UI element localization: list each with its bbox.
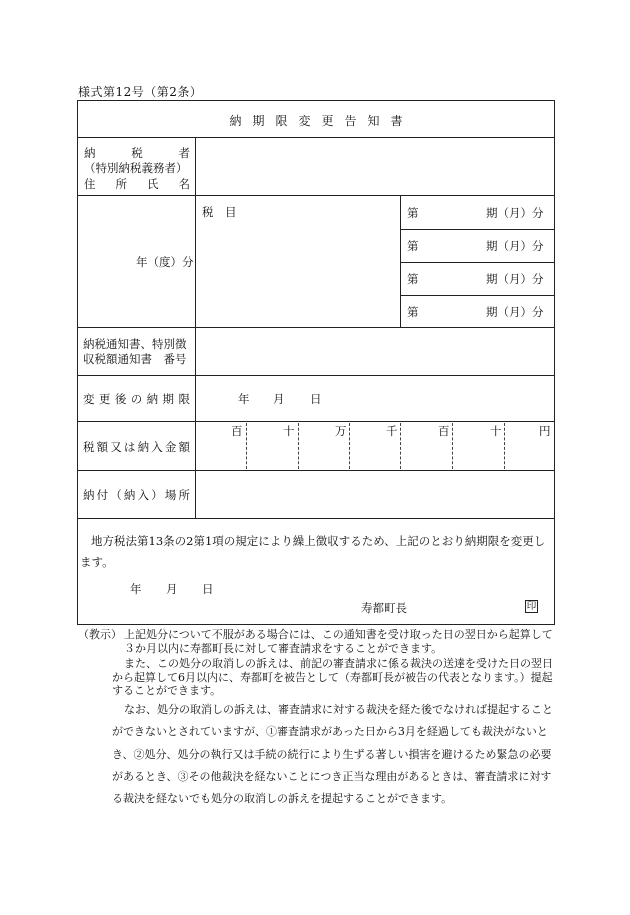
- installment-prefix: 第: [407, 272, 419, 286]
- notice-text: 地方税法第13条の2第1項の規定により繰上徴収するため、上記のとおり納期限を変更します。: [80, 534, 546, 569]
- taxpayer-label-line3: [84, 177, 190, 191]
- issue-year-label: 年: [130, 582, 142, 596]
- year-period-label: 年（度）分: [136, 255, 194, 269]
- amount-unit-thousand: 千: [386, 424, 398, 438]
- label-char: 付: [96, 488, 109, 502]
- label-char: 額: [178, 440, 190, 454]
- label-char: 納: [123, 488, 136, 502]
- amount-unit-ten: 十: [490, 424, 502, 438]
- installment-suffix: 期（月）分: [486, 206, 544, 220]
- deadline-month-label: 月: [273, 392, 285, 406]
- amount-label: [83, 440, 190, 454]
- tax-item-label: 税 目: [202, 205, 237, 219]
- label-char: 更: [98, 392, 111, 406]
- installment-suffix: 期（月）分: [486, 305, 544, 319]
- taxpayer-label-line1: [84, 146, 190, 160]
- label-char: 後: [114, 392, 127, 406]
- taxpayer-label-char: 氏: [147, 177, 159, 191]
- deadline-day-label: 日: [310, 392, 322, 406]
- instruction-label: （教示）: [78, 628, 122, 641]
- installment-prefix: 第: [407, 305, 419, 319]
- amount-digit-divider: [400, 423, 401, 469]
- notice-number-label-line2: 収税額通知書 番号: [83, 352, 187, 366]
- taxpayer-label-char: 住: [84, 177, 96, 191]
- amount-unit-yen: 円: [539, 424, 551, 438]
- form-number: 様式第12号（第2条）: [78, 85, 203, 99]
- notice-number-label-line1: 納税通知書、特別徴: [83, 337, 187, 351]
- installment-suffix: 期（月）分: [486, 239, 544, 253]
- row-divider: [77, 195, 555, 196]
- new-deadline-label: [83, 392, 190, 406]
- form-title: 納期限変更告知書: [229, 114, 414, 128]
- label-char: 又: [110, 440, 122, 454]
- label-char: 場: [164, 488, 177, 502]
- instruction-paragraph-3: なお、処分の取消しの訴えは、審査請求に対する裁決を経た後でなければ提起することができないとされていますが、①審査請求があった日から3月を経過しても裁決がないとき、②処分、処分の執行又は手続の続行により生ずる著しい損害を避けるため緊急の必要があるとき、③その他裁決を経ないことにつき正当な理由があるときは、審査請求に対する裁決を経ないでも処分の取消しの訴えを提起することができます。: [112, 703, 553, 806]
- deadline-year-label: 年: [238, 392, 250, 406]
- installment-suffix: 期（月）分: [486, 272, 544, 286]
- taxpayer-label-char: 者: [178, 146, 190, 160]
- amount-unit-hundred-million: 百: [231, 424, 243, 438]
- row-divider: [77, 375, 555, 376]
- issue-day-label: 日: [202, 582, 214, 596]
- label-char: 入: [151, 440, 163, 454]
- label-char: 額: [96, 440, 109, 454]
- label-char: ）: [151, 488, 163, 502]
- row-divider: [77, 137, 555, 138]
- installment-prefix: 第: [407, 239, 419, 253]
- taxpayer-label-char: 納: [84, 146, 96, 160]
- label-char: 納: [146, 392, 159, 406]
- label-char: （: [110, 488, 122, 502]
- amount-digit-divider: [504, 423, 505, 469]
- row-divider: [400, 295, 555, 296]
- row-divider: [77, 518, 555, 519]
- amount-unit-ten-million: 十: [283, 424, 295, 438]
- label-char: 所: [178, 488, 190, 502]
- instruction-paragraph-2: また、この処分の取消しの訴えは、前記の審査請求に係る裁決の送達を受けた日の翌日から起算して6月以内に、寿都町を被告として（寿都町長が被告の代表となります。）提起することができます。: [112, 657, 553, 697]
- label-char: 金: [164, 440, 177, 454]
- amount-digit-divider: [349, 423, 350, 469]
- taxpayer-label-line2: （特別納税義務者）: [84, 161, 188, 175]
- amount-unit-hundred: 百: [438, 424, 450, 438]
- row-divider: [77, 470, 555, 471]
- column-divider: [400, 195, 401, 327]
- label-char: 限: [178, 392, 190, 406]
- row-divider: [77, 421, 555, 422]
- amount-unit-ten-thousand: 万: [335, 424, 347, 438]
- label-char: 税: [83, 440, 95, 454]
- amount-digit-divider: [246, 423, 247, 469]
- taxpayer-label-char: 名: [178, 177, 190, 191]
- taxpayer-label-char: 所: [115, 177, 127, 191]
- taxpayer-label-char: 税: [131, 146, 143, 160]
- label-char: 入: [137, 488, 150, 502]
- label-char: 納: [137, 440, 150, 454]
- column-divider: [195, 137, 196, 518]
- amount-digit-divider: [298, 423, 299, 469]
- official-seal-box: 印: [526, 601, 537, 612]
- row-divider: [77, 327, 555, 328]
- installment-prefix: 第: [407, 206, 419, 220]
- label-char: の: [130, 392, 143, 406]
- label-char: は: [123, 440, 136, 454]
- issuer-name: 寿都町長: [361, 601, 407, 615]
- payment-place-label: [83, 488, 190, 502]
- label-char: 変: [83, 392, 95, 406]
- row-divider: [400, 229, 555, 230]
- label-char: 期: [162, 392, 175, 406]
- label-char: 納: [83, 488, 95, 502]
- row-divider: [400, 262, 555, 263]
- instruction-paragraph-1: 上記処分について不服がある場合には、この通知書を受け取った日の翌日から起算して３か月以内に寿都町長に対して審査請求をすることができます。: [124, 628, 553, 655]
- amount-digit-divider: [452, 423, 453, 469]
- issue-month-label: 月: [166, 582, 178, 596]
